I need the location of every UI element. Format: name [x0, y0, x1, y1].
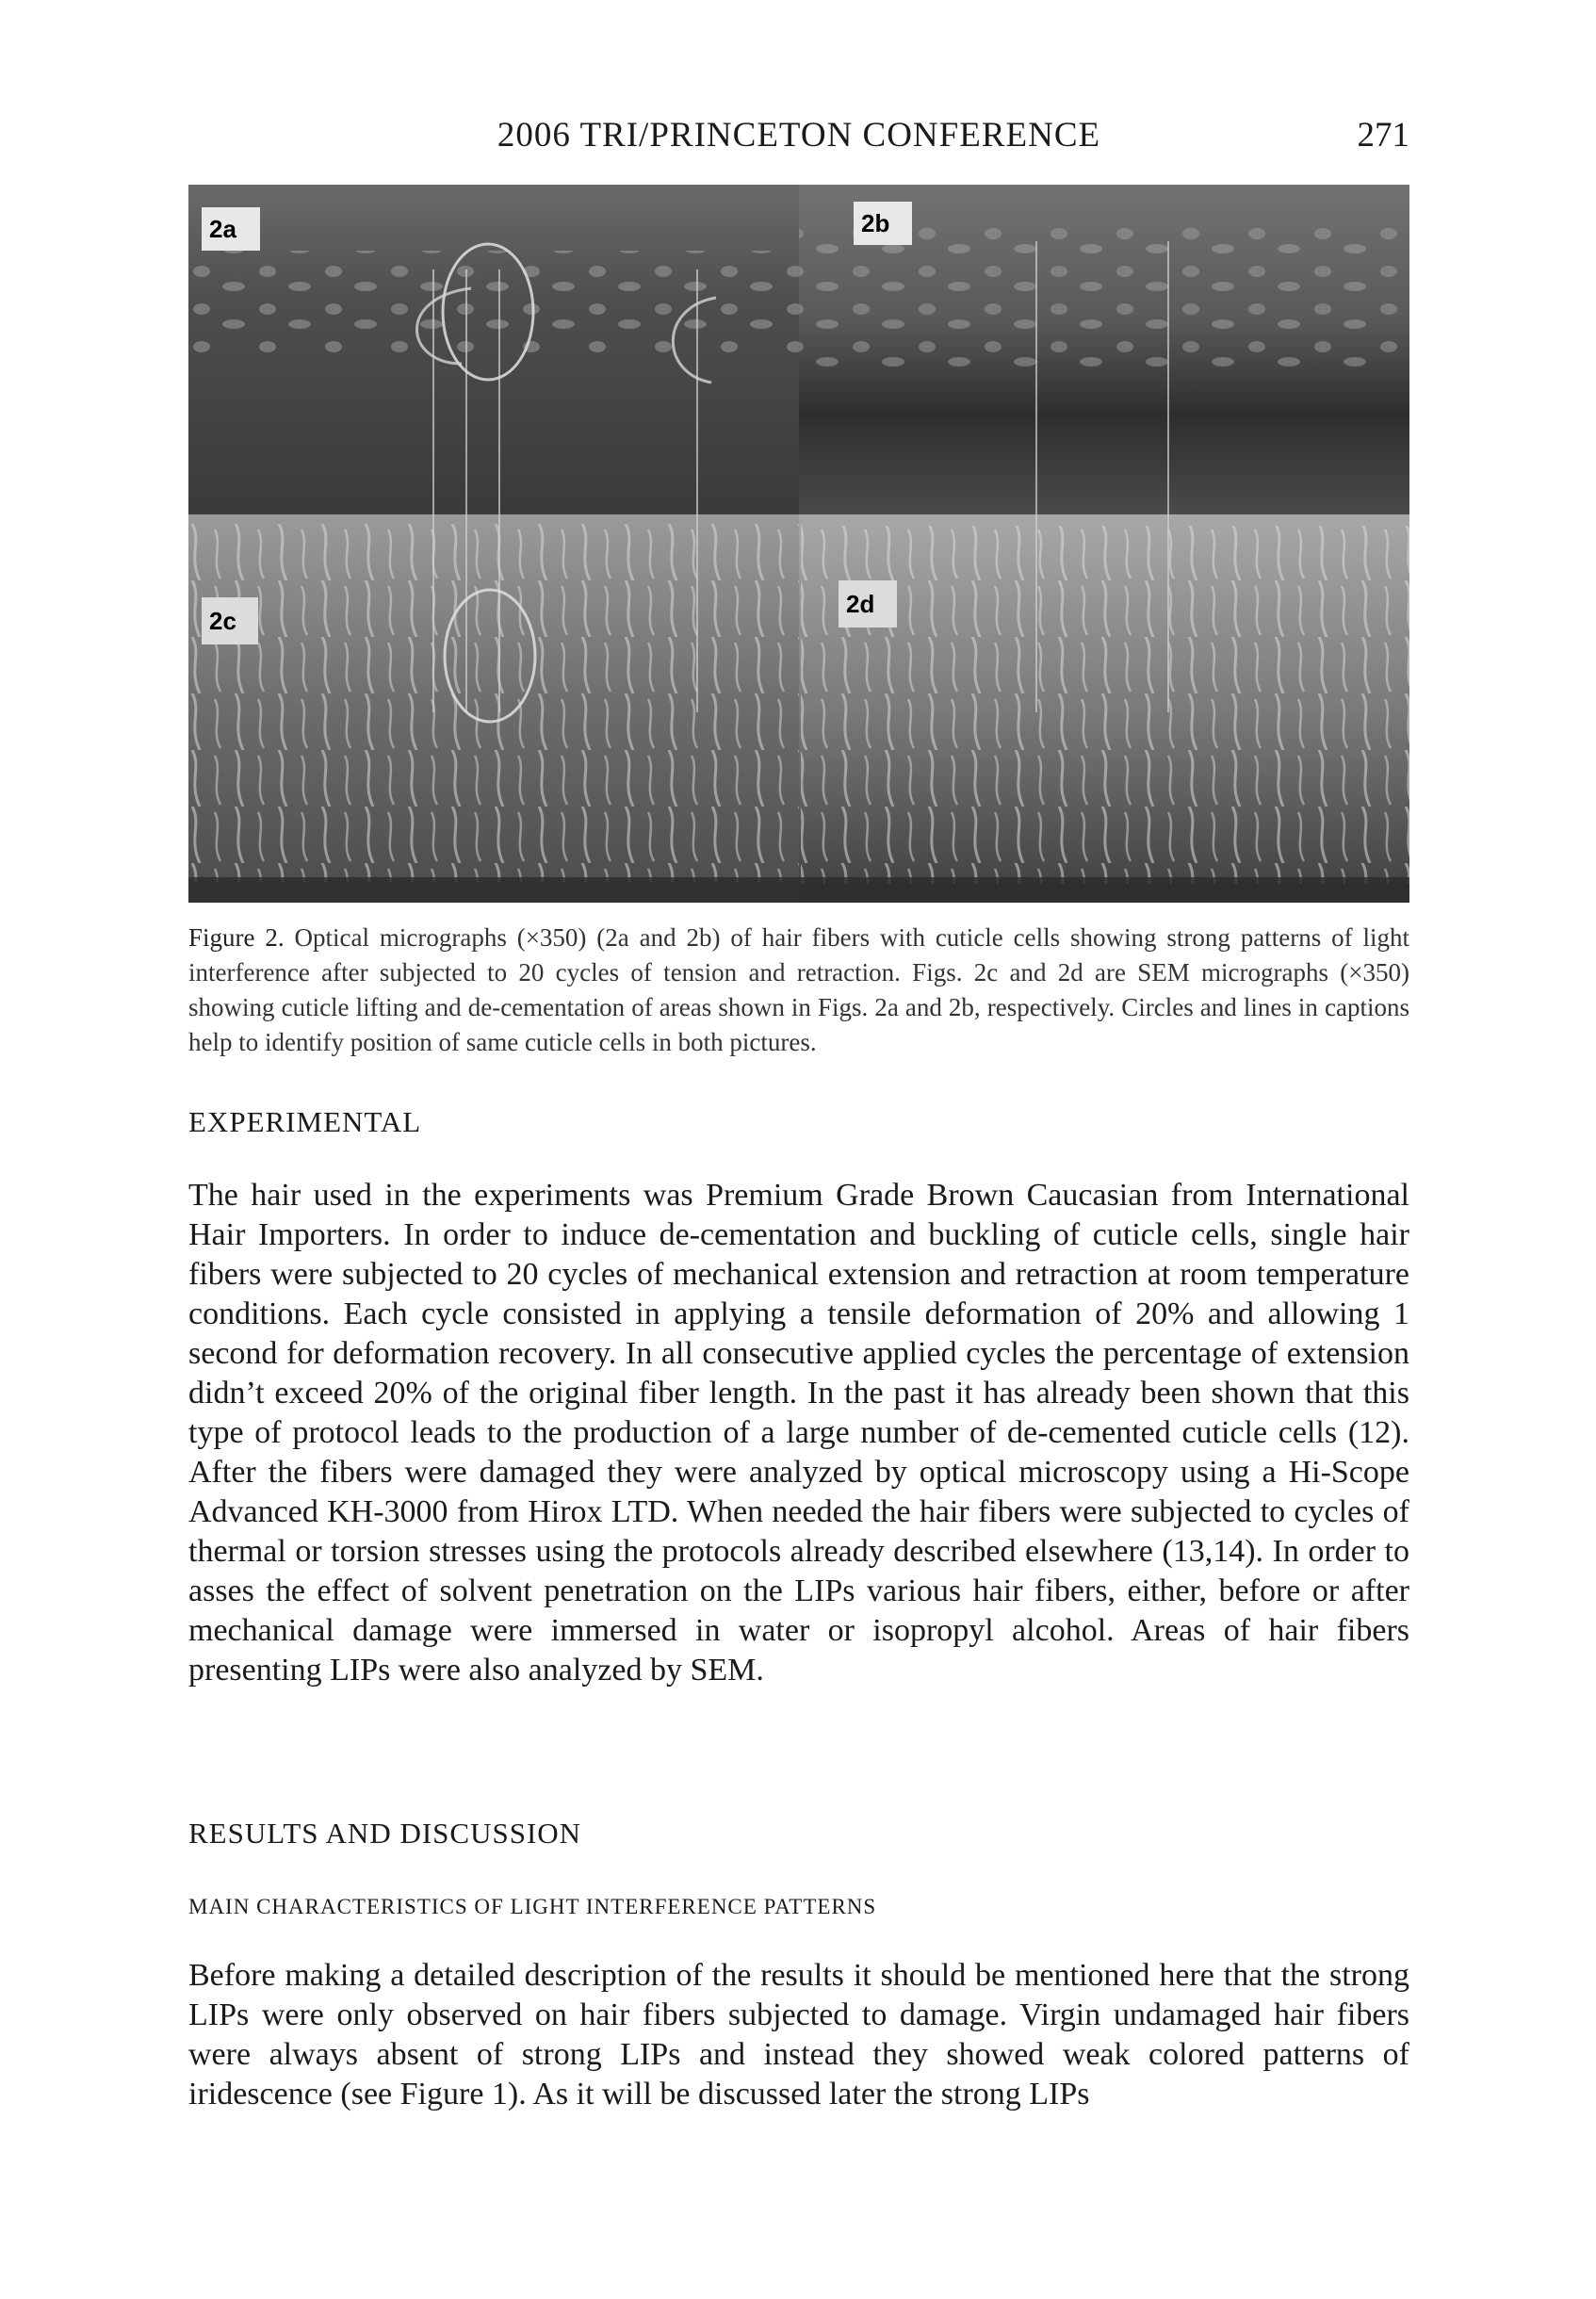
figure-caption	[188, 921, 1409, 1060]
panel-label-2a: 2a	[209, 215, 236, 243]
figure-caption-text: Optical micrographs (×350) (2a and 2b) of hair fibers with cuticle cells showing strong patterns of light interference after subjected to 20 cycles of tension and retraction. Figs. 2c and 2d are SEM micrographs (×350) showing cuticle lifting and de-cementation of areas shown in Figs. 2a and 2b, respectively. Circles and lines in captions help to identify position of same cuticle cells in both pictures.	[188, 923, 1409, 1056]
panel-label-2d: 2d	[846, 590, 875, 618]
results-subheading: MAIN CHARACTERISTICS OF LIGHT INTERFERENCE PATTERNS	[188, 1895, 877, 1918]
panel-label-2c: 2c	[209, 607, 236, 635]
page-header	[188, 111, 1409, 158]
experimental-heading: EXPERIMENTAL	[188, 1105, 422, 1138]
results-paragraph-text: Before making a detailed description of the results it should be mentioned here that the strong LIPs were only observed on hair fibers subjected to damage. Virgin undamaged hair fibers were always absent of strong LIPs and instead they showed weak colored patterns of iridescence (see Figure 1). As it will be discussed later the strong LIPs	[188, 1958, 1409, 2111]
experimental-paragraph	[188, 1176, 1409, 1690]
experimental-paragraph-text: The hair used in the experiments was Premium Grade Brown Caucasian from International Hair Importers. In order to induce de-cementation and buckling of cuticle cells, single hair fibers were subjected to 20 cycles of mechanical extension and retraction at room temperature conditions. Each cycle consisted in applying a tensile deformation of 20% and allowing 1 second for deformation recovery. In all consecutive applied cycles the percentage of extension didn’t exceed 20% of the original fiber length. In the past it has already been shown that this type of protocol leads to the production of a large number of de-cemented cuticle cells (12). After the fibers were damaged they were analyzed by optical microscopy using a Hi-Scope Advanced KH-3000 from Hirox LTD. When needed the hair fibers were subjected to cycles of thermal or torsion stresses using the protocols already described elsewhere (13,14). In order to asses the effect of solvent penetration on the LIPs various hair fibers, either, before or after mechanical damage were immersed in water or isopropyl alcohol. Areas of hair fibers presenting LIPs were also analyzed by SEM.	[188, 1178, 1409, 1688]
figure-caption-label: Figure 2.	[188, 923, 285, 952]
results-heading: RESULTS AND DISCUSSION	[188, 1817, 582, 1850]
figure-2-micrographs	[188, 185, 1409, 903]
results-paragraph	[188, 1956, 1409, 2114]
running-title: 2006 TRI/PRINCETON CONFERENCE	[497, 116, 1101, 155]
panel-label-2b: 2b	[861, 209, 890, 237]
page-number: 271	[1357, 116, 1409, 155]
